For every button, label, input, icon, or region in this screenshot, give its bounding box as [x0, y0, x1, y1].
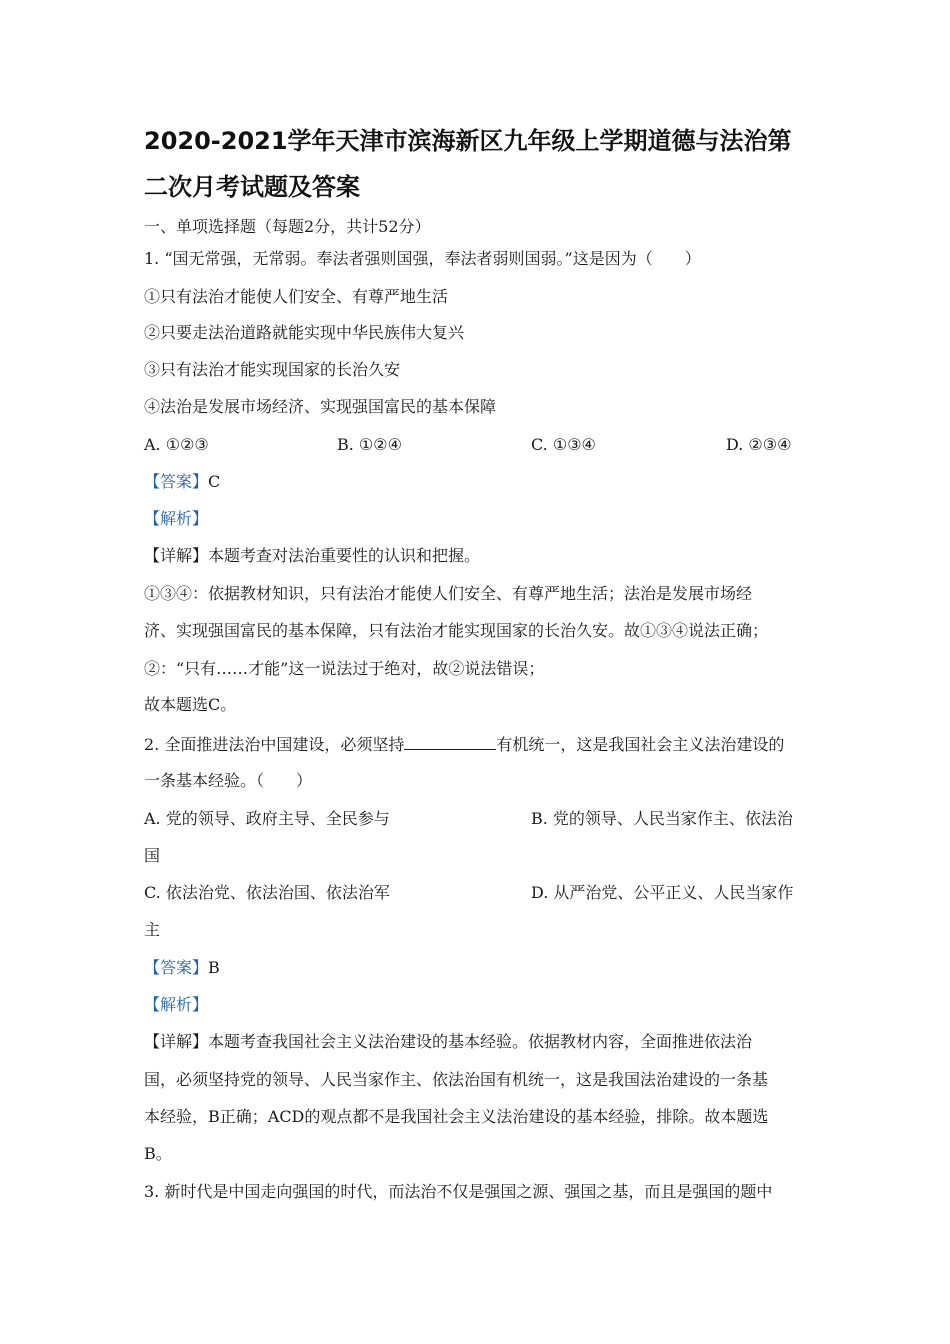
q2-analysis-tag: 【解析】: [144, 995, 209, 1014]
q1-item-4: ④法治是发展市场经济、实现强国富民的基本保障: [144, 397, 497, 416]
answer-value: C: [208, 472, 221, 491]
q2-option-c: C. 依法治党、依法治国、依法治军: [144, 883, 390, 902]
q1-option-c: C. ①③④: [531, 435, 596, 454]
q1-analysis-tag: 【解析】: [144, 509, 209, 528]
q2-option-d-wrap: 主: [144, 920, 161, 939]
detail-tag: 【详解】: [144, 1032, 209, 1051]
answer-tag: 【答案】: [144, 958, 209, 977]
q3-stem: 3. 新时代是中国走向强国的时代，而法治不仅是强国之源、强国之基，而且是强国的题中: [144, 1182, 773, 1201]
q1-option-d: D. ②③④: [726, 435, 792, 454]
detail-text: 本题考查我国社会主义法治建设的基本经验。依据教材内容，全面推进依法治: [208, 1032, 753, 1051]
q2-stem: [144, 733, 784, 756]
q1-explanation-3: ②：“只有……才能”这一说法过于绝对，故②说法错误；: [144, 659, 545, 678]
document-title-line2: 二次月考试题及答案: [144, 173, 360, 201]
q2-explanation-4: B。: [144, 1144, 172, 1163]
answer-tag: 【答案】: [144, 472, 209, 491]
detail-text: 本题考查对法治重要性的认识和把握。: [208, 546, 481, 565]
section-heading: 一、单项选择题（每题2分，共计52分）: [144, 217, 431, 236]
q2-option-a: A. 党的领导、政府主导、全民参与: [144, 809, 390, 828]
q2-stem-line2: 一条基本经验。（ ）: [144, 771, 313, 790]
q2-stem-after: 有机统一，这是我国社会主义法治建设的: [496, 735, 785, 754]
q1-item-3: ③只有法治才能实现国家的长治久安: [144, 360, 401, 379]
q1-option-a: A. ①②③: [144, 435, 209, 454]
q2-option-b-wrap: 国: [144, 846, 161, 865]
q1-detail: [144, 545, 480, 567]
q1-stem: 1. “国无常强，无常弱。奉法者强则国强，奉法者弱则国弱。”这是因为（ ）: [144, 249, 701, 268]
q1-item-2: ②只要走法治道路就能实现中华民族伟大复兴: [144, 323, 465, 342]
q2-explanation-2: 国，必须坚持党的领导、人民当家作主、依法治国有机统一，这是我国法治建设的一条基: [144, 1070, 769, 1089]
q1-option-b: B. ①②④: [337, 435, 402, 454]
q1-explanation-1: ①③④：依据教材知识，只有法治才能使人们安全、有尊严地生活；法治是发展市场经: [144, 584, 753, 603]
q1-item-1: ①只有法治才能使人们安全、有尊严地生活: [144, 287, 449, 306]
q2-option-b: B. 党的领导、人民当家作主、依法治: [531, 809, 793, 828]
q1-answer: [144, 471, 220, 493]
q1-explanation-2: 济、实现强国富民的基本保障，只有法治才能实现国家的长治久安。故①③④说法正确；: [144, 621, 769, 640]
q2-detail: [144, 1031, 752, 1053]
detail-tag: 【详解】: [144, 546, 209, 565]
q2-explanation-3: 本经验，B正确；ACD的观点都不是我国社会主义法治建设的基本经验，排除。故本题选: [144, 1107, 769, 1126]
q2-answer: [144, 957, 220, 979]
q2-option-d: D. 从严治党、公平正义、人民当家作: [531, 883, 794, 902]
answer-value: B: [208, 958, 220, 977]
q2-stem-before: 2. 全面推进法治中国建设，必须坚持: [144, 735, 405, 754]
fill-in-blank: [404, 733, 496, 750]
document-title-line1: 2020-2021学年天津市滨海新区九年级上学期道德与法治第: [144, 127, 792, 155]
q1-explanation-4: 故本题选C。: [144, 695, 237, 714]
